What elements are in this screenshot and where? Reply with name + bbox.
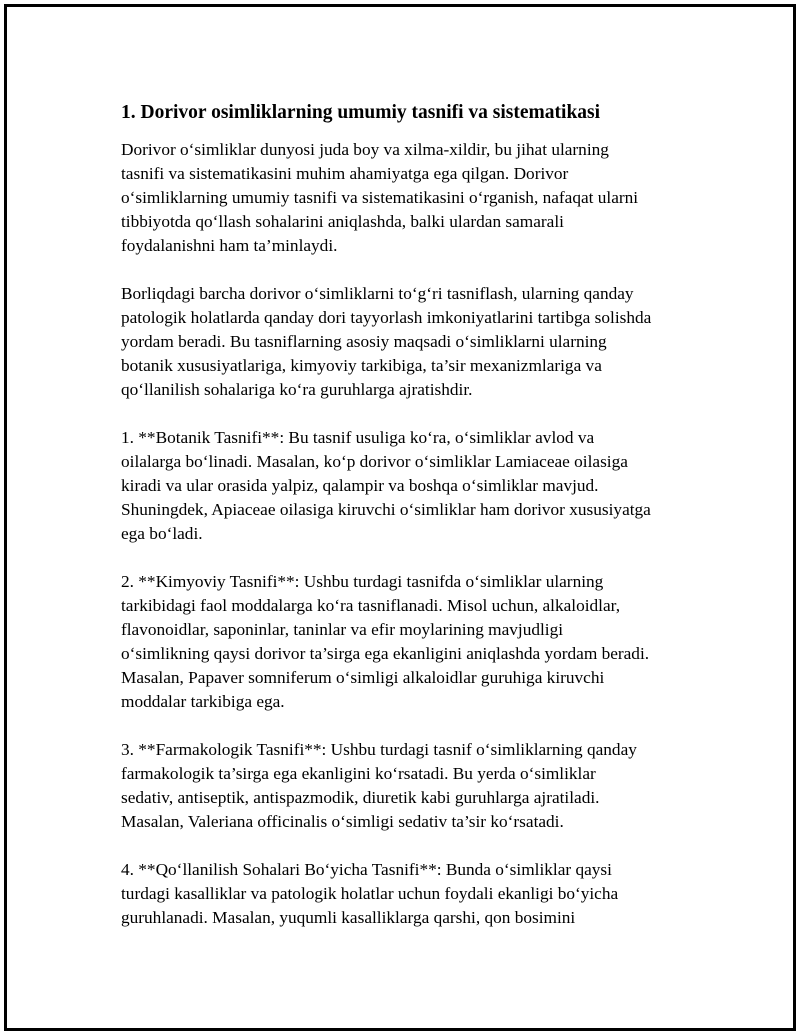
text-line: turdagi kasalliklar va patologik holatlar uchun foydali ekanligi bo‘yicha (121, 884, 619, 903)
text-line: foydalanishni ham ta’minlaydi. (121, 236, 338, 255)
text-line: kiradi va ular orasida yalpiz, qalampir va boshqa o‘simliklar mavjud. (121, 476, 599, 495)
text-line: qo‘llanilish sohalariga ko‘ra guruhlarga ajratishdir. (121, 380, 473, 399)
text-line: tasnifi va sistematikasini muhim ahamiyatga ega qilgan. Dorivor (121, 164, 569, 183)
text-line: tarkibidagi faol moddalarga ko‘ra tasniflanadi. Misol uchun, alkaloidlar, (121, 596, 621, 615)
text-line: 2. **Kimyoviy Tasnifi**: Ushbu turdagi tasnifda o‘simliklar ularning (121, 572, 604, 591)
body-paragraph (121, 858, 701, 930)
text-line: Dorivor o‘simliklar dunyosi juda boy va xilma-xildir, bu jihat ularning (121, 140, 609, 159)
paragraph-list (121, 138, 701, 930)
text-line: o‘simlikning qaysi dorivor ta’sirga ega ekanligini aniqlashda yordam beradi. (121, 644, 650, 663)
text-line: farmakologik ta’sirga ega ekanligini ko‘rsatadi. Bu yerda o‘simliklar (121, 764, 596, 783)
text-line: oilalarga bo‘linadi. Masalan, ko‘p dorivor o‘simliklar Lamiaceae oilasiga (121, 452, 628, 471)
text-line: Masalan, Papaver somniferum o‘simligi alkaloidlar guruhiga kiruvchi (121, 668, 605, 687)
body-paragraph (121, 282, 701, 402)
text-line: guruhlanadi. Masalan, yuqumli kasalliklarga qarshi, qon bosimini (121, 908, 576, 927)
text-line: ega bo‘ladi. (121, 524, 203, 543)
section-heading: 1. Dorivor osimliklarning umumiy tasnifi va sistematikasi (121, 102, 601, 123)
text-line: tibbiyotda qo‘llash sohalarini aniqlashda, balki ulardan samarali (121, 212, 564, 231)
text-line: o‘simliklarning umumiy tasnifi va sistematikasini o‘rganish, nafaqat ularni (121, 188, 639, 207)
text-line: moddalar tarkibiga ega. (121, 692, 285, 711)
body-paragraph (121, 570, 701, 714)
text-line: botanik xususiyatlariga, kimyoviy tarkibiga, ta’sir mexanizmlariga va (121, 356, 602, 375)
body-paragraph (121, 426, 701, 546)
body-paragraph (121, 738, 701, 834)
text-line: flavonoidlar, saponinlar, taninlar va efir moylarining mavjudligi (121, 620, 564, 639)
document-page (4, 4, 796, 1031)
text-line: 1. **Botanik Tasnifi**: Bu tasnif usuliga ko‘ra, o‘simliklar avlod va (121, 428, 595, 447)
text-line: 4. **Qo‘llanilish Sohalari Bo‘yicha Tasnifi**: Bunda o‘simliklar qaysi (121, 860, 612, 879)
text-line: sedativ, antiseptik, antispazmodik, diuretik kabi guruhlarga ajratiladi. (121, 788, 600, 807)
text-line: patologik holatlarda qanday dori tayyorlash imkoniyatlarini tartibga solishda (121, 308, 652, 327)
text-line: Masalan, Valeriana officinalis o‘simligi sedativ ta’sir ko‘rsatadi. (121, 812, 564, 831)
text-line: yordam beradi. Bu tasniflarning asosiy maqsadi o‘simliklarni ularning (121, 332, 607, 351)
body-paragraph (121, 138, 701, 258)
text-line: 3. **Farmakologik Tasnifi**: Ushbu turdagi tasnif o‘simliklarning qanday (121, 740, 637, 759)
text-line: Shuningdek, Apiaceae oilasiga kiruvchi o‘simliklar ham dorivor xususiyatga (121, 500, 651, 519)
text-line: Borliqdagi barcha dorivor o‘simliklarni to‘g‘ri tasniflash, ularning qanday (121, 284, 634, 303)
document-content (121, 101, 701, 954)
